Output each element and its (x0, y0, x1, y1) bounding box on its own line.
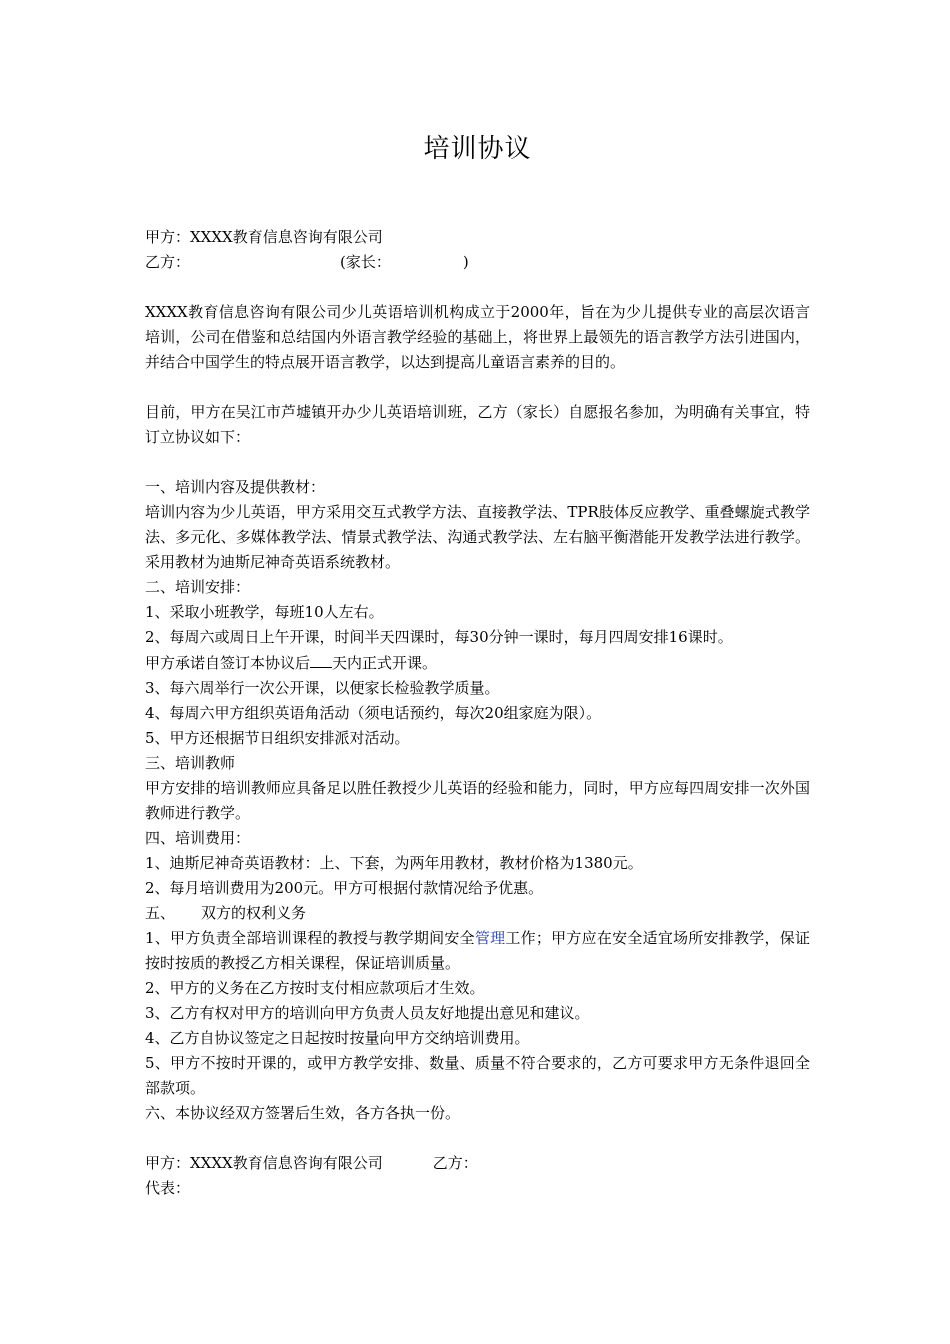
section2-item-2: 2、每周六或周日上午开课，时间半天四课时，每30分钟一课时，每月四周安排16课时。 (145, 628, 733, 646)
intro-paragraph: XXXX教育信息咨询有限公司少儿英语培训机构成立于2000年，旨在为少儿提供专业的高层次语言培训，公司在借鉴和总结国内外语言教学经验的基础上，将世界上最领先的语言教学方法引进国内，并结合中国学生的特点展开语言教学，以达到提高儿童语言素养的目的。 (145, 303, 810, 371)
section6-text: 六、本协议经双方签署后生效，各方各执一份。 (145, 1104, 461, 1122)
section2-item-1: 1、采取小班教学，每班10人左右。 (145, 603, 384, 621)
start-days-before: 甲方承诺自签订本协议后 (145, 654, 311, 672)
section5-item-5: 5、甲方不按时开课的，或甲方教学安排、数量、质量不符合要求的，乙方可要求甲方无条件退回全部款项。 (145, 1054, 810, 1097)
section5-item-1-start: 1、甲方负责全部培训课程的教授与教学期间安全 (145, 929, 475, 947)
section2-item-3: 3、每六周举行一次公开课，以便家长检验教学质量。 (145, 679, 500, 697)
section1-text: 培训内容为少儿英语，甲方采用交互式教学方法、直接教学法、TPR肢体反应教学、重叠螺旋式教学法、多元化、多媒体教学法、情景式教学法、沟通式教学法、左右脑平衡潜能开发教学法进行教学。采用教材为迪斯尼神奇英语系统教材。 (145, 503, 810, 571)
signature-party-b: 乙方： (432, 1154, 478, 1172)
section3-heading: 三、培训教师 (145, 754, 236, 772)
signature-representative: 代表： (145, 1179, 191, 1197)
start-days-after: 天内正式开课。 (332, 654, 438, 672)
section2-item-5: 5、甲方还根据节日组织安排派对活动。 (145, 729, 410, 747)
party-a-line: 甲方：XXXX教育信息咨询有限公司 (145, 228, 383, 246)
section4-item-2: 2、每月培训费用为200元。甲方可根据付款情况给予优惠。 (145, 879, 544, 897)
management-link[interactable]: 管理 (474, 929, 506, 947)
section5-item-3: 3、乙方有权对甲方的培训向甲方负责人员友好地提出意见和建议。 (145, 1004, 590, 1022)
section5-item-1 (145, 926, 810, 976)
section2-item-2b (145, 650, 810, 676)
party-b-line (145, 250, 810, 275)
section5-item-4: 4、乙方自协议签定之日起按时按量向甲方交纳培训费用。 (145, 1029, 530, 1047)
parent-label: (家长： (340, 253, 391, 271)
section5-item-2: 2、甲方的义务在乙方按时支付相应款项后才生效。 (145, 979, 485, 997)
section3-text: 甲方安排的培训教师应具备足以胜任教授少儿英语的经验和能力，同时，甲方应每四周安排一次外国教师进行教学。 (145, 779, 810, 822)
section2-heading: 二、培训安排： (145, 578, 251, 596)
section5-heading (145, 901, 810, 926)
days-blank-field (310, 650, 332, 668)
signature-line (145, 1151, 810, 1176)
section4-item-1: 1、迪斯尼神奇英语教材：上、下套，为两年用教材，教材价格为1380元。 (145, 854, 643, 872)
section5-number: 五、 (145, 904, 176, 922)
party-b-label: 乙方： (145, 253, 191, 271)
section2-item-4: 4、每周六甲方组织英语角活动（须电话预约，每次20组家庭为限）。 (145, 704, 602, 722)
section4-heading: 四、培训费用： (145, 829, 251, 847)
signature-party-a: 甲方：XXXX教育信息咨询有限公司 (145, 1154, 383, 1172)
document-title: 培训协议 (423, 134, 532, 164)
section5-item-1-end: 工作；甲方应在安全适宜场所安排教学，保证按时按质的教授乙方相关课程，保证培训质量。 (145, 929, 810, 972)
parent-close: ) (462, 253, 469, 271)
section1-heading: 一、培训内容及提供教材： (145, 478, 326, 496)
purpose-paragraph: 目前，甲方在吴江市芦墟镇开办少儿英语培训班，乙方（家长）自愿报名参加，为明确有关事宜，特订立协议如下： (145, 403, 810, 446)
section5-title: 双方的权利义务 (201, 904, 307, 922)
document-body (145, 225, 810, 1201)
